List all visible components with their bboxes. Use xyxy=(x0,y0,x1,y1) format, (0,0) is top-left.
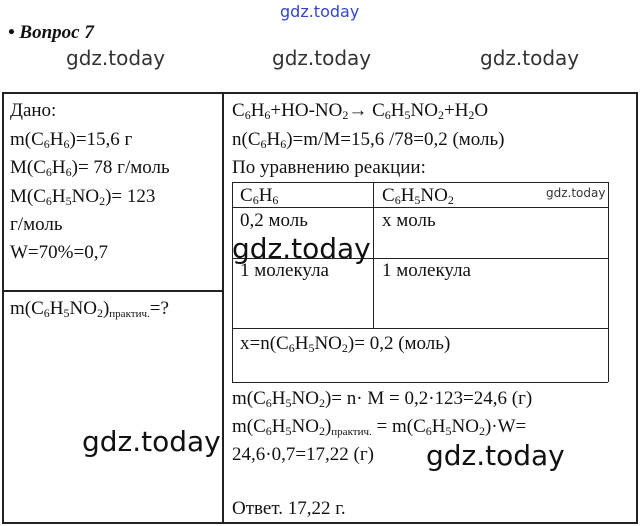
table-header-benzene: $C_6H_6$ xyxy=(240,185,279,207)
table-bottom xyxy=(232,382,608,383)
table-cell-nitrobenzene-moles: x моль xyxy=(382,210,436,231)
practical-mass-value: 24,6·0,7=17,22 (г) xyxy=(232,444,374,465)
question-heading: • Вопрос 7 xyxy=(8,22,94,43)
frame-divider xyxy=(222,92,224,524)
given-molar-nitrobenzene: $M(C_6H_5NO_2)= 123$ xyxy=(10,186,156,208)
frame-right xyxy=(636,92,638,524)
given-molar-benzene: $M(C_6H_6)= 78$ г/моль xyxy=(10,157,170,179)
table-right xyxy=(608,182,609,382)
watermark-center: gdz.today xyxy=(232,232,371,265)
given-mass-benzene: $m(C_6H_6)=15,6$ г xyxy=(10,129,133,151)
given-title: Дано: xyxy=(10,100,57,121)
practical-mass-line: $m(C_6H_5NO_2)_{практич.} = m(C_6H_5NO_2)\cdot W=$ xyxy=(232,416,527,438)
watermark-row-right: gdz.today xyxy=(480,46,580,70)
answer-line: Ответ. 17,22 г. xyxy=(232,498,346,519)
table-header-nitrobenzene: $C_6H_5NO_2$ xyxy=(382,185,454,207)
table-cell-nitrobenzene-molecules: 1 молекула xyxy=(382,260,471,281)
reaction-equation: $C_6H_6+HO-NO_2\to C_6H_5NO_2+H_2O$ xyxy=(232,100,489,122)
table-header-bottom xyxy=(232,207,608,208)
find-line: $m(C_6H_5NO_2)_{практич.}=$? xyxy=(10,298,169,320)
watermark-top: gdz.today xyxy=(280,2,360,21)
x-moles-line: $x=n(C_6H_5NO_2)= 0,2$ (моль) xyxy=(240,333,451,355)
table-cell-benzene-moles: 0,2 моль xyxy=(240,210,308,231)
frame-left xyxy=(2,92,4,524)
frame-top xyxy=(2,92,638,94)
table-section-divider xyxy=(232,328,608,329)
watermark-row-center: gdz.today xyxy=(272,46,372,70)
moles-calculation: $n(C_6H_6)=m/M=15,6$ /78=0,2 (моль) xyxy=(232,129,505,151)
table-left xyxy=(232,182,233,382)
given-find-divider xyxy=(2,290,222,292)
watermark-bottom-right: gdz.today xyxy=(426,439,565,472)
watermark-bottom-left: gdz.today xyxy=(82,425,221,458)
given-yield: W=70%=0,7 xyxy=(10,242,108,263)
table-top xyxy=(232,182,608,183)
given-unit: г/моль xyxy=(10,214,63,235)
table-middle xyxy=(373,182,374,328)
watermark-table: gdz.today xyxy=(546,186,606,200)
watermark-row-left: gdz.today xyxy=(66,46,166,70)
frame-bottom xyxy=(2,522,638,524)
by-equation-label: По уравнению реакции: xyxy=(232,157,426,178)
table-cell-benzene-molecules: 1 молекула xyxy=(240,260,329,281)
theoretical-mass-line: $m(C_6H_5NO_2)= n\cdot M = 0,2\cdot 123=24,6$ (г) xyxy=(232,388,533,410)
